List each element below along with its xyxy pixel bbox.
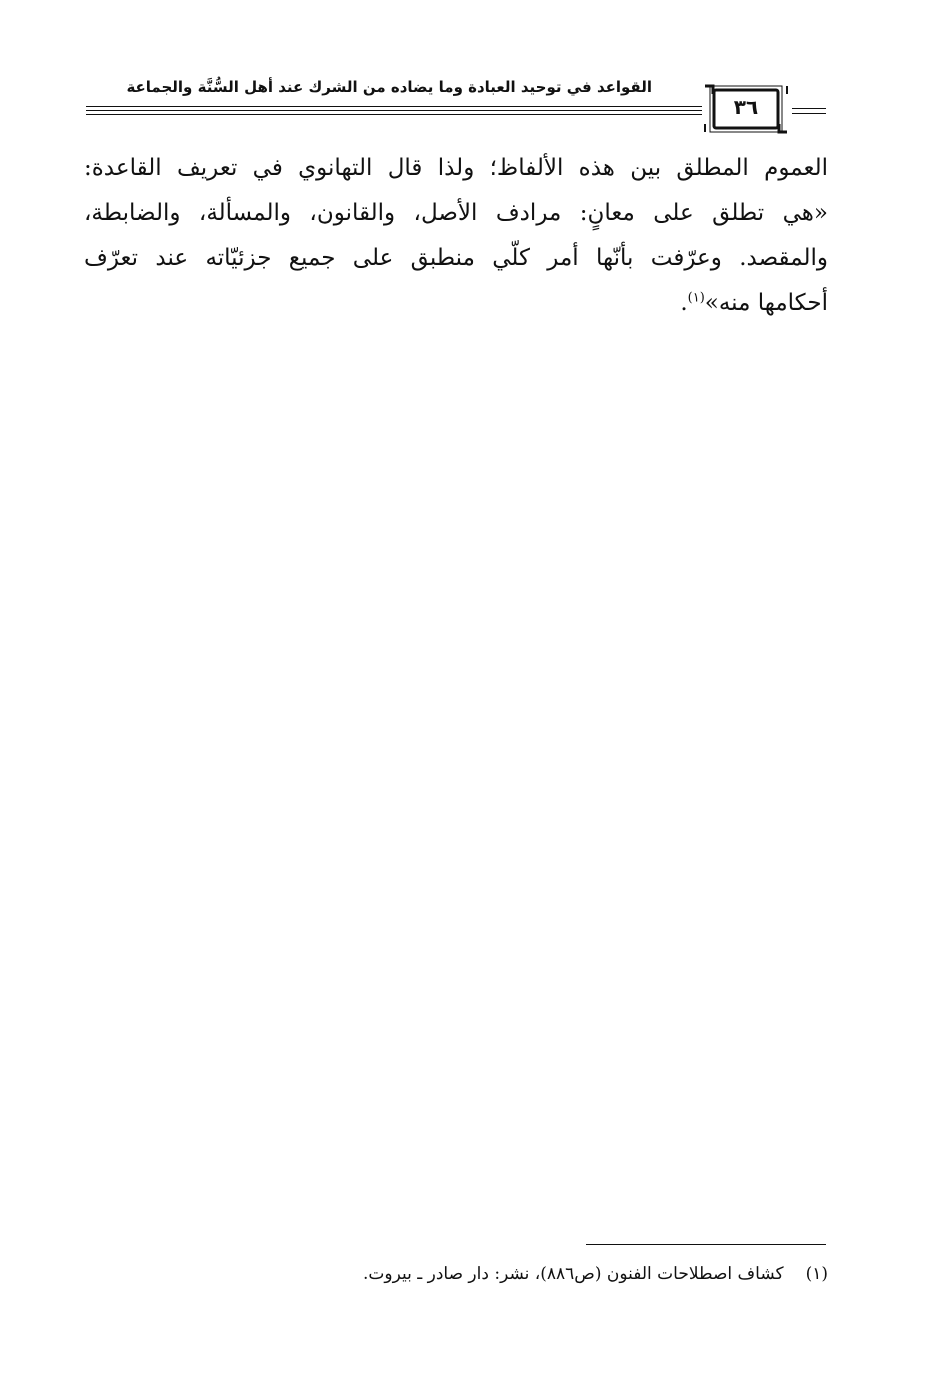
page-number: ٣٦: [733, 95, 759, 119]
body-paragraph: [84, 146, 828, 326]
trailing-period: .: [680, 290, 688, 316]
header-rule: [792, 108, 826, 109]
body-line: «هي تطلق على معانٍ: مرادف الأصل، والقانون، والمسألة، والضابطة،: [84, 200, 828, 226]
body-line-last: [84, 281, 828, 326]
running-header-title: القواعد في توحيد العبادة وما يضاده من الشرك عند أهل السُّنَّة والجماعة: [126, 78, 652, 96]
header-rule: [792, 113, 826, 114]
footnote-number: (١): [805, 1264, 828, 1284]
footnote-1: [363, 1261, 828, 1287]
footnote-reference[interactable]: (١): [687, 290, 705, 306]
footnote-separator: [586, 1244, 826, 1245]
running-header: [86, 72, 826, 138]
body-line: العموم المطلق بين هذه الألفاظ؛ ولذا قال التهانوي في تعريف القاعدة:: [84, 155, 828, 181]
page-number-frame: [704, 84, 788, 134]
header-rule: [86, 114, 702, 115]
body-line-text: أحكامها منه»: [704, 290, 828, 316]
footnote-text: كشاف اصطلاحات الفنون (ص٨٨٦)، نشر: دار صادر ـ بيروت.: [362, 1264, 784, 1284]
header-rule: [86, 110, 702, 111]
body-line: والمقصد. وعرّفت بأنّها أمر كلّي منطبق على جميع جزئيّاته عند تعرّف: [84, 245, 828, 271]
header-rule: [86, 106, 702, 107]
